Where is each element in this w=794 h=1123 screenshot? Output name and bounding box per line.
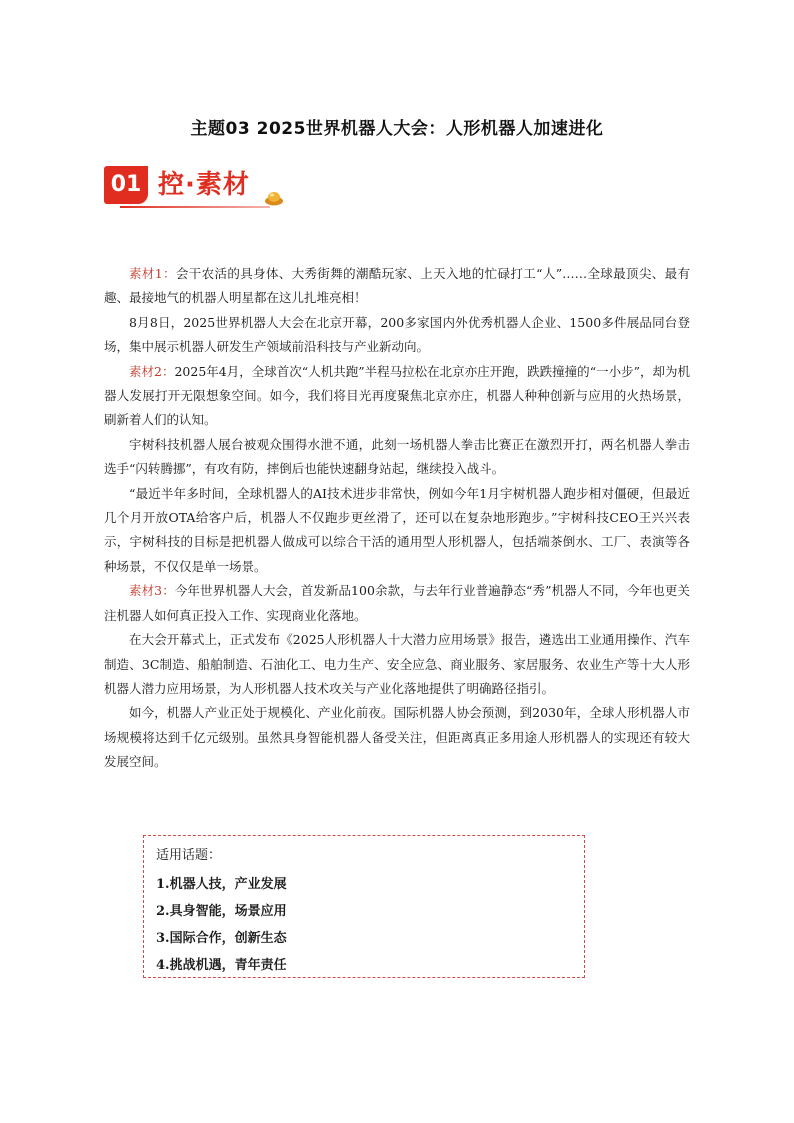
paragraph [104, 433, 690, 482]
section-number-badge: 01 [104, 166, 148, 204]
gold-ingot-icon [264, 190, 284, 206]
paragraph-text: “最近半年多时间，全球机器人的AI技术进步非常快，例如今年1月宇树机器人跑步相对僵硬，但最近几个月开放OTA给客户后，机器人不仅跑步更丝滑了，还可以在复杂地形跑步。”宇树科技CEO王兴兴表示，宇树科技的目标是把机器人做成可以综合干活的通用型人形机器人，包括端茶倒水、工厂、表演等各种场景，不仅仅是单一场景。 [104, 485, 690, 574]
section-label: 控·素材 [158, 170, 250, 200]
paragraph-text: 会干农活的具身体、大秀街舞的潮酷玩家、上天入地的忙碌打工“人”……全球最顶尖、最有趣、最接地气的机器人明星都在这儿扎堆亮相！ [104, 266, 690, 306]
material-body [104, 262, 690, 775]
paragraph [104, 360, 690, 433]
section-underline [120, 206, 270, 208]
paragraph-text: 如今，机器人产业正处于规模化、产业化前夜。国际机器人协会预测，到2030年，全球人形机器人市场规模将达到千亿元级别。虽然具身智能机器人备受关注，但距离真正多用途人形机器人的实现还有较大发展空间。 [104, 705, 690, 770]
topic-item: 2.具身智能，场景应用 [156, 904, 287, 919]
paragraph-text: 2025年4月，全球首次“人机共跑”半程马拉松在北京亦庄开跑，跌跌撞撞的“一小步”，却为机器人发展打开无限想象空间。如今，我们将目光再度聚焦北京亦庄，机器人种种创新与应用的火热场景，刷新着人们的认知。 [104, 363, 691, 428]
paragraph [104, 579, 690, 628]
material-label: 素材1： [129, 266, 176, 281]
paragraph [104, 262, 690, 311]
paragraph-text: 宇树科技机器人展台被观众围得水泄不通，此刻一场机器人拳击比赛正在激烈开打，两名机器人拳击选手“闪转腾挪”，有攻有防，摔倒后也能快速翻身站起，继续投入战斗。 [104, 436, 690, 477]
topic-item: 1.机器人技，产业发展 [156, 877, 287, 892]
paragraph-text: 8月8日，2025世界机器人大会在北京开幕，200多家国内外优秀机器人企业、1500多件展品同台登场，集中展示机器人研发生产领域前沿科技与产业新动向。 [104, 314, 690, 355]
section-header [104, 162, 304, 212]
paragraph-text: 今年世界机器人大会，首发新品100余款，与去年行业普遍静态“秀”机器人不同，今年也更关注机器人如何真正投入工作、实现商业化落地。 [104, 583, 690, 623]
applicable-topics-box [143, 835, 585, 978]
page-title: 主题03 2025世界机器人大会：人形机器人加速进化 [190, 119, 604, 139]
paragraph [104, 311, 690, 360]
paragraph [104, 628, 690, 701]
paragraph [104, 482, 690, 580]
material-label: 素材3： [129, 583, 175, 599]
paragraph [104, 701, 690, 774]
topics-title: 适用话题： [156, 848, 222, 863]
material-label: 素材2： [129, 363, 175, 379]
topic-item: 4.挑战机遇，青年责任 [156, 958, 287, 973]
paragraph-text: 在大会开幕式上，正式发布《2025人形机器人十大潜力应用场景》报告，遴选出工业通用操作、汽车制造、3C制造、船舶制造、石油化工、电力生产、安全应急、商业服务、家居服务、农业生产等十大人形机器人潜力应用场景，为人形机器人技术攻关与产业化落地提供了明确路径指引。 [104, 632, 690, 696]
topic-item: 3.国际合作，创新生态 [156, 931, 287, 946]
